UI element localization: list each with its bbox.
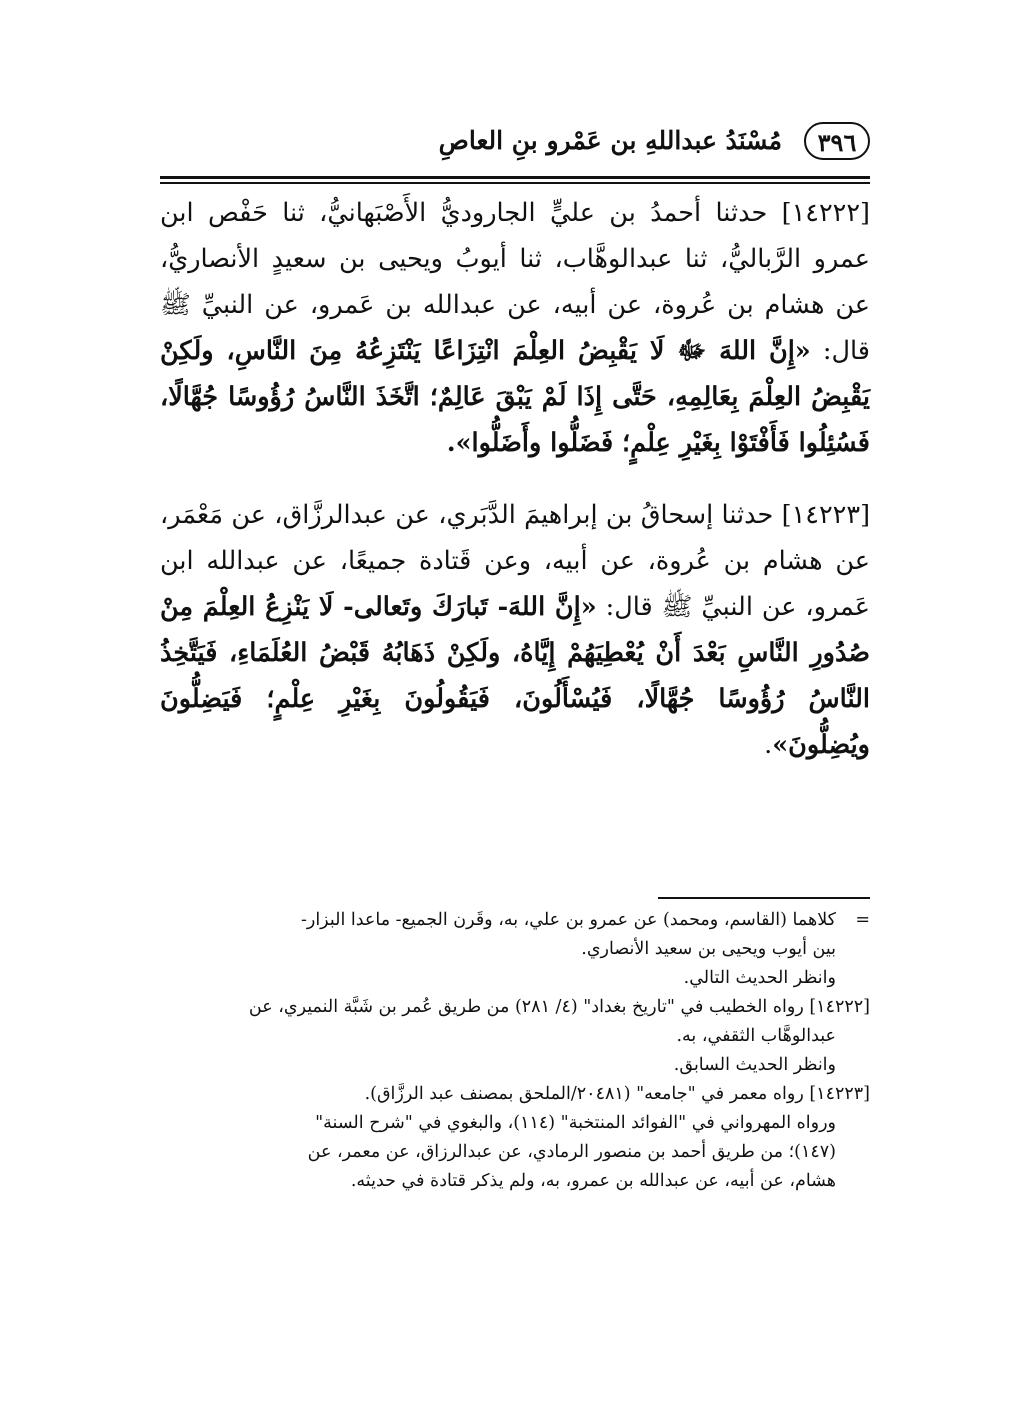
footnote-line: [١٤٢٢٢] رواه الخطيب في "تاريخ بغداد" (٤/ ٢٨١) من طريق عُمر بن شَبَّة النميري، عن <box>248 997 870 1017</box>
header-rule-thick <box>160 176 870 179</box>
footnote-line: وانظر الحديث التالي. <box>683 968 836 988</box>
page-header <box>160 118 870 178</box>
hadith-number: [١٤٢٢٢] <box>781 198 870 228</box>
continuation-mark: = <box>855 910 870 930</box>
footnotes <box>160 906 870 1196</box>
hadith-saying: «إِنَّ اللهَ- تَبارَكَ وتَعالى- لَا يَنْزِعُ العِلْمَ مِنْ صُدُورِ النَّاسِ بَعْدَ أَنْ يُعْطِيَهُمْ إِيَّاهُ، ولَكِنْ ذَهَابُهُ قَبْضُ العُلَمَاءِ، فَيَتَّخِذُ النَّاسُ رُؤُوسًا جُهَّالًا، فَيُسْأَلُونَ، فَيَقُولُونَ بِغَيْرِ عِلْمٍ؛ فَيَضِلُّونَ ويُضِلُّونَ» <box>160 592 870 760</box>
hadith-number: [١٤٢٢٣] <box>781 500 871 530</box>
hadith-chain: حدثنا إسحاقُ بن إبراهيمَ الدَّبَري، عن عبدالرزَّاق، عن مَعْمَر، عن هشام بن عُروة، عن أبيه، وعن قَتادة جميعًا، عن عبدالله ابن عَمرو، عن النبيِّ ﷺ قال: <box>160 500 871 622</box>
footnote-line <box>160 906 870 935</box>
hadith-14222 <box>160 190 870 466</box>
footnote-line: وانظر الحديث السابق. <box>673 1055 836 1075</box>
hadith-chain: حدثنا أحمدُ بن عليٍّ الجاروديُّ الأَصْبَهانيُّ، ثنا حَفْص ابن عمرو الرَّباليُّ، ثنا عبدالوهَّاب، ثنا أيوبُ ويحيى بن سعيدٍ الأنصاريُّ، عن هشام بن عُروة، عن أبيه، عن عبدالله بن عَمرو، عن النبيِّ ﷺ قال: <box>160 198 870 366</box>
header-rule-thin <box>160 182 870 184</box>
footnote-line: ورواه المهرواني في "الفوائد المنتخبة" (١١٤)، والبغوي في "شرح السنة" <box>315 1113 836 1133</box>
running-title: مُسْنَدُ عبداللهِ بن عَمْرو بنِ العاصِ <box>438 126 782 155</box>
footnote-line: بين أيوب ويحيى بن سعيد الأنصاري. <box>581 939 836 959</box>
footnote-line: (١٤٧)؛ من طريق أحمد بن منصور الرمادي، عن عبدالرزاق، عن معمر، عن <box>307 1142 836 1162</box>
footnote-line: عبدالوهَّاب الثقفي، به. <box>676 1026 836 1046</box>
footnote-line: [١٤٢٢٣] رواه معمر في "جامعه" (٢٠٤٨١/الملحق بمصنف عبد الرزَّاق). <box>364 1084 870 1104</box>
footnote-text: كلاهما (القاسم، ومحمد) عن عمرو بن علي، به، وقَرن الجميع- ماعدا البزار- <box>300 910 836 930</box>
hadith-14223 <box>160 492 870 768</box>
hadith-saying: «إِنَّ اللهَ ﷻ لَا يَقْبِضُ العِلْمَ انْتِزَاعًا يَنْتَزِعُهُ مِنَ النَّاسِ، ولَكِنْ يَقْبِضُ العِلْمَ بِعَالِمِهِ، حَتَّى إِذَا لَمْ يَبْقَ عَالِمٌ؛ اتَّخَذَ النَّاسُ رُؤُوسًا جُهَّالًا، فَسُئِلُوا فَأَفْتَوْا بِغَيْرِ عِلْمٍ؛ فَضَلُّوا وأَضَلُّوا». <box>160 336 870 458</box>
page-number: ٣٩٦ <box>804 122 870 160</box>
main-text <box>160 190 870 768</box>
footnote-line: هشام، عن أبيه، عن عبدالله بن عمرو، به، ولم يذكر قتادة في حديثه. <box>350 1171 836 1191</box>
footnote-separator <box>658 897 870 899</box>
hadith-tail: . <box>764 730 773 760</box>
